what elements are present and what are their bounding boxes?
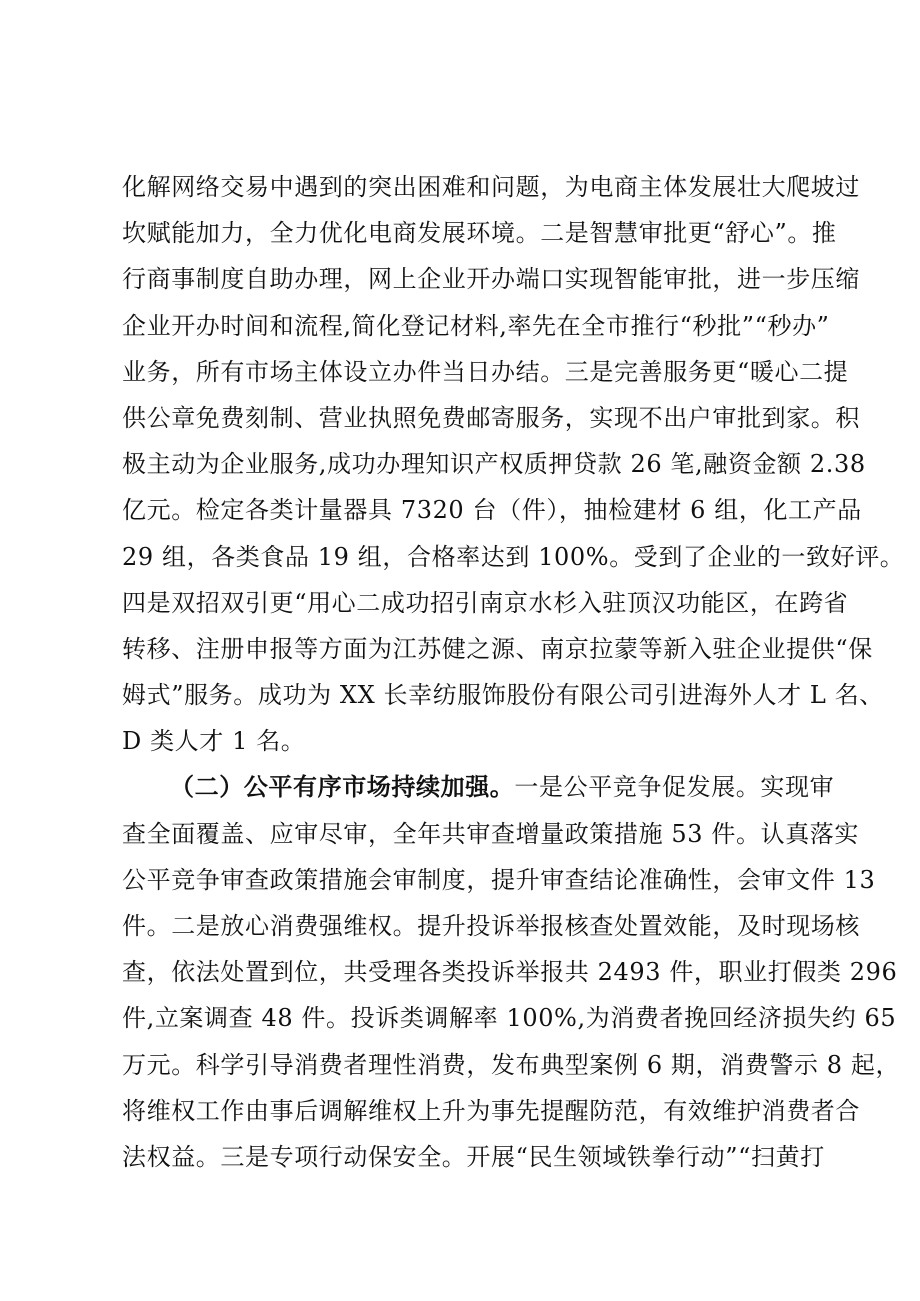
paragraph-line: 法权益。三是专项行动保安全。开展“民生领域铁拳行动”“扫黄打	[122, 1142, 825, 1171]
paragraph-line: 万元。科学引导消费者理性消费，发布典型案例 6 期，消费警示 8 起，	[122, 1050, 901, 1079]
section-heading-continuation: 一是公平竞争促发展。实现审	[514, 773, 835, 802]
section-heading: （二）公平有序市场持续加强。	[170, 773, 515, 802]
paragraph-line: 查，依法处置到位，共受理各类投诉举报共 2493 件，职业打假类 296	[122, 958, 898, 987]
paragraph-line: 四是双招双引更“用心二成功招引南京水杉入驻顶汉功能区，在跨省	[122, 588, 849, 617]
section-heading-line	[122, 764, 835, 810]
paragraph-line: 姆式”服务。成功为 XX 长幸纺服饰股份有限公司引进海外人才 L 名、	[122, 681, 884, 710]
document-body	[122, 164, 905, 1180]
paragraph-line: 坎赋能加力，全力优化电商发展环境。二是智慧审批更“舒心”。推	[122, 219, 837, 248]
paragraph-line: 亿元。检定各类计量器具 7320 台（件），抽检建材 6 组，化工产品	[122, 496, 862, 525]
paragraph-line: D 类人才 1 名。	[122, 727, 306, 756]
paragraph-line: 将维权工作由事后调解维权上升为事先提醒防范，有效维护消费者合	[122, 1096, 860, 1125]
paragraph-line: 转移、注册申报等方面为江苏健之源、南京拉蒙等新入驻企业提供“保	[122, 634, 873, 663]
paragraph-line: 行商事制度自助办理，网上企业开办端口实现智能审批，进一步压缩	[122, 265, 860, 294]
paragraph-line: 业务，所有市场主体设立办件当日办结。三是完善服务更“暖心二提	[122, 357, 849, 386]
paragraph-line: 件。二是放心消费强维权。提升投诉举报核查处置效能，及时现场核	[122, 912, 860, 940]
paragraph-line: 查全面覆盖、应审尽审，全年共审查增量政策措施 53 件。认真落实	[122, 819, 859, 848]
paragraph-line: 企业开办时间和流程,简化登记材料,率先在全市推行“秒批”“秒办”	[122, 311, 830, 340]
paragraph-line: 化解网络交易中遇到的突出困难和问题，为电商主体发展壮大爬坡过	[122, 173, 860, 201]
paragraph-line: 29 组，各类食品 19 组，合格率达到 100%。受到了企业的一致好评。	[122, 542, 905, 571]
paragraph-line: 极主动为企业服务,成功办理知识产权质押贷款 26 笔,融资金额 2.38	[122, 450, 866, 479]
paragraph-line: 公平竞争审查政策措施会审制度，提升审查结论准确性，会审文件 13	[122, 865, 876, 894]
paragraph-line: 件,立案调查 48 件。投诉类调解率 100%,为消费者挽回经济损失约 65	[122, 1004, 897, 1033]
paragraph-line: 供公章免费刻制、营业执照免费邮寄服务，实现不出户审批到家。积	[122, 403, 860, 432]
